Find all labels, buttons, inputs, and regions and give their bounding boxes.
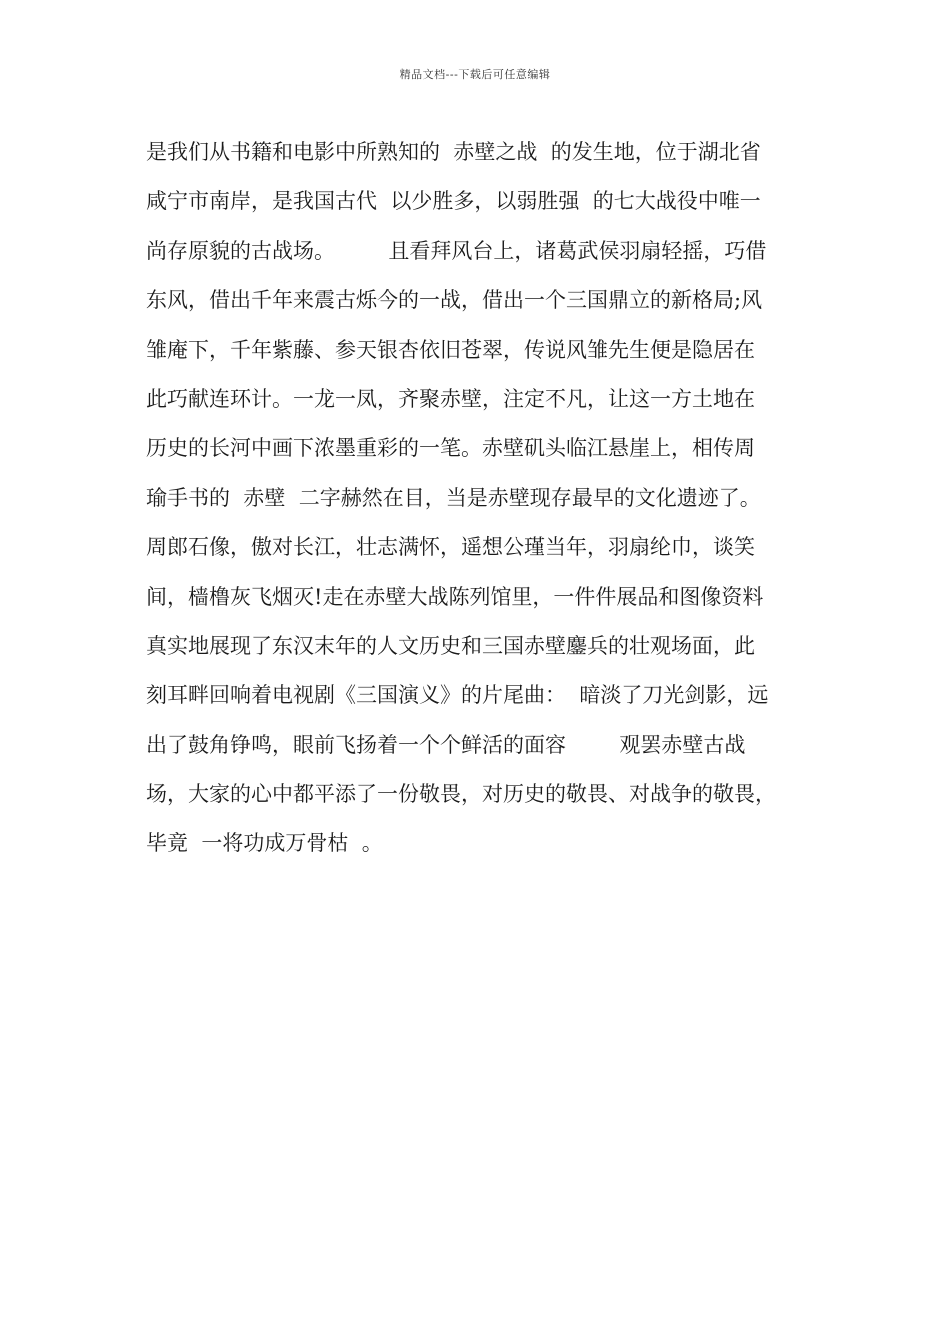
text-line: 间，樯橹灰飞烟灭!走在赤壁大战陈列馆里，一件件展品和图像资料 (146, 584, 764, 609)
body-text (146, 132, 836, 873)
text-line: 咸宁市南岸，是我国古代 以少胜多，以弱胜强 的七大战役中唯一 (146, 189, 761, 214)
text-line: 尚存原貌的古战场。 且看拜风台上，诸葛武侯羽扇轻摇，巧借 (146, 238, 767, 263)
text-line: 雏庵下，千年紫藤、参天银杏依旧苍翠，传说风雏先生便是隐居在 (146, 337, 755, 362)
text-line: 周郎石像，傲对长江，壮志满怀，遥想公瑾当年，羽扇纶巾，谈笑 (146, 535, 755, 560)
text-line: 东风，借出千年来震古烁今的一战，借出一个三国鼎立的新格局;风 (146, 288, 763, 313)
page-header: 精品文档---下载后可任意编辑 (399, 68, 551, 81)
text-line: 出了鼓角铮鸣，眼前飞扬着一个个鲜活的面容 观罢赤壁古战 (146, 732, 746, 757)
text-line: 毕竟 一将功成万骨枯 。 (146, 831, 383, 856)
text-line: 真实地展现了东汉末年的人文历史和三国赤壁鏖兵的壮观场面，此 (146, 633, 755, 658)
text-line: 此巧献连环计。一龙一凤，齐聚赤壁，注定不凡，让这一方土地在 (146, 386, 755, 411)
text-line: 历史的长河中画下浓墨重彩的一笔。赤壁矶头临江悬崖上，相传周 (146, 436, 755, 461)
text-line: 刻耳畔回响着电视剧《三国演义》的片尾曲： 暗淡了刀光剑影，远 (146, 683, 769, 708)
text-line: 是我们从书籍和电影中所熟知的 赤壁之战 的发生地，位于湖北省 (146, 140, 761, 164)
text-line: 场，大家的心中都平添了一份敬畏，对历史的敬畏、对战争的敬畏， (146, 782, 776, 807)
text-line: 瑜手书的 赤壁 二字赫然在目，当是赤壁现存最早的文化遗迹了。 (146, 485, 761, 510)
